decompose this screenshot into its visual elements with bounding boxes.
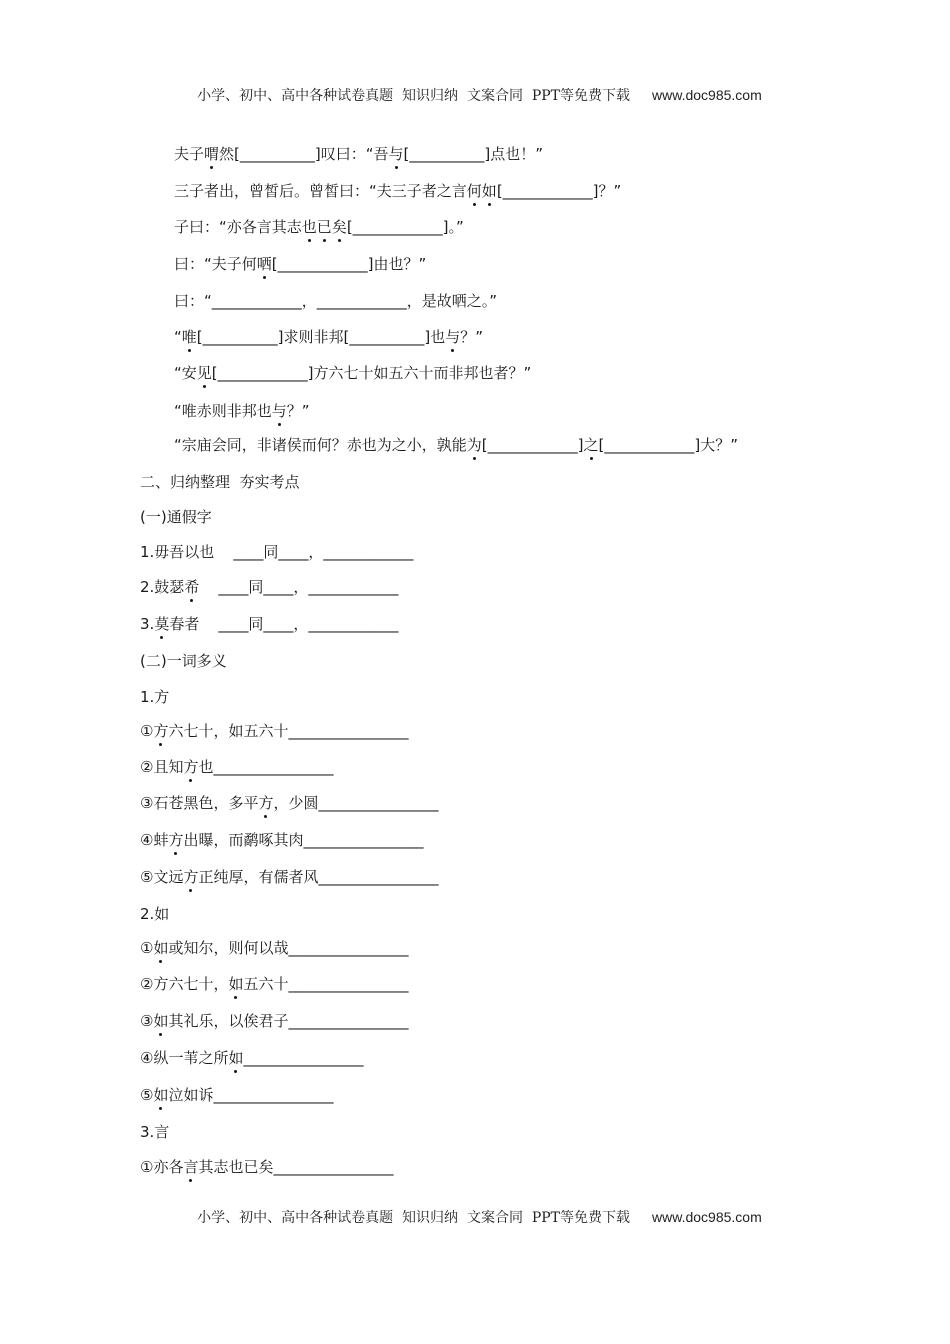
text-run: ④纵一苇之所 <box>140 1049 229 1067</box>
emphasized-char: 与 <box>445 328 461 346</box>
text-run: 2.如 <box>140 905 170 923</box>
text-run: [____________]由也？” <box>271 255 427 273</box>
emphasized-char: 莫 <box>154 615 170 633</box>
emphasized-char: 方 <box>183 868 199 886</box>
emphasized-char: 如 <box>228 1049 244 1067</box>
page-header <box>0 69 950 105</box>
text-run: (二)一词多义 <box>140 652 227 670</box>
text-run: [__________]点也！” <box>403 145 544 163</box>
text-run: [____________]大？” <box>598 436 739 454</box>
text-run: ③石苍黑色，多平 <box>140 794 259 812</box>
emphasized-char: 见 <box>196 364 212 382</box>
text-run: ① <box>140 722 154 740</box>
text-run: 曰：“夫子何 <box>174 255 257 273</box>
text-run: 出曝，而鹬啄其肉________________ <box>183 831 424 849</box>
text-line <box>140 829 423 851</box>
text-line <box>174 434 738 456</box>
text-line <box>140 937 408 959</box>
text-line <box>140 650 227 672</box>
text-line <box>140 1121 169 1143</box>
text-run: 夫子 <box>174 145 205 163</box>
text-run: 1.方 <box>140 688 170 706</box>
text-run: “ <box>174 328 182 346</box>
text-run: [__________]求则非邦[__________]也 <box>196 328 446 346</box>
emphasized-char: 与 <box>271 402 287 420</box>
emphasized-char: 与 <box>388 145 404 163</box>
text-run: 五六十________________ <box>243 975 409 993</box>
text-line <box>174 290 497 312</box>
emphasized-char: 之 <box>583 436 599 454</box>
text-run: ，少圆________________ <box>273 794 439 812</box>
text-run: ________________ <box>243 1049 364 1067</box>
text-run: 1.毋吾以也 ____同____，____________ <box>140 543 414 561</box>
text-line <box>140 471 300 493</box>
text-line <box>174 326 483 348</box>
text-line <box>140 720 408 742</box>
text-run: 三子者出，曾皙后。曾皙曰：“夫三子者之言 <box>174 182 467 200</box>
text-run: 曰：“____________，____________，是故哂之。” <box>174 292 498 310</box>
emphasized-char: 如 <box>228 975 244 993</box>
emphasized-char: 也 <box>301 218 317 236</box>
emphasized-char: 如 <box>153 1086 169 1104</box>
text-run: [____________]。” <box>346 218 464 236</box>
text-run: “安 <box>174 364 197 382</box>
text-run: ①亦各 <box>140 1158 184 1176</box>
text-run: “宗庙会同，非诸侯而何？赤也为之小，孰能 <box>174 436 467 454</box>
text-run: ②方六七十， <box>140 975 229 993</box>
emphasized-char: 哂 <box>256 255 272 273</box>
text-run: [____________]？” <box>496 182 622 200</box>
text-run: (一)通假字 <box>140 508 212 526</box>
header-site: www.doc985.com <box>652 87 762 103</box>
text-run: ？” <box>460 328 484 346</box>
text-run: 其志也已矣________________ <box>198 1158 394 1176</box>
text-line <box>174 362 531 384</box>
text-run: 3.言 <box>140 1123 170 1141</box>
text-line <box>140 506 212 528</box>
text-run: 春者 ____同____，____________ <box>169 615 399 633</box>
text-run: 泣如诉________________ <box>168 1086 334 1104</box>
text-line <box>174 253 426 275</box>
text-run: 二、归纳整理 夯实考点 <box>140 473 300 491</box>
text-line <box>174 180 621 202</box>
text-run: ②且知 <box>140 758 184 776</box>
footer-site: www.doc985.com <box>652 1209 762 1225</box>
text-run: 或知尔，则何以哉________________ <box>168 939 409 957</box>
text-run: 然[__________]叹曰：“吾 <box>219 145 389 163</box>
page-footer <box>0 1191 950 1227</box>
emphasized-char: 喟 <box>204 145 220 163</box>
emphasized-char: 唯 <box>181 328 197 346</box>
text-run: ① <box>140 939 154 957</box>
emphasized-char: 如 <box>153 1012 169 1030</box>
text-line <box>140 1156 393 1178</box>
text-line <box>174 216 464 238</box>
emphasized-char: 为 <box>466 436 482 454</box>
text-line <box>140 1084 333 1106</box>
text-run: 子曰：“亦各言其志 <box>174 218 302 236</box>
text-line <box>140 541 413 563</box>
text-run: [____________]方六七十如五六十而非邦也者？” <box>211 364 532 382</box>
text-line <box>140 866 438 888</box>
text-line <box>140 613 398 635</box>
emphasized-char: 方 <box>183 758 199 776</box>
text-run: ⑤文远 <box>140 868 184 886</box>
text-run: ⑤ <box>140 1086 154 1104</box>
emphasized-char: 已 <box>316 218 332 236</box>
text-line <box>140 1047 363 1069</box>
header-title: 小学、初中、高中各种试卷真题 知识归纳 文案合同 PPT等免费下载 <box>197 88 631 104</box>
text-run: 3. <box>140 615 155 633</box>
emphasized-char: 何 <box>466 182 482 200</box>
emphasized-char: 如 <box>481 182 497 200</box>
footer-title: 小学、初中、高中各种试卷真题 知识归纳 文案合同 PPT等免费下载 <box>197 1210 631 1226</box>
text-line <box>174 143 543 165</box>
text-run: 也________________ <box>198 758 334 776</box>
text-run: [____________] <box>481 436 584 454</box>
text-run: 2.鼓瑟 <box>140 578 185 596</box>
text-line <box>140 903 169 925</box>
emphasized-char: 方 <box>258 794 274 812</box>
text-line <box>140 973 408 995</box>
emphasized-char: 方 <box>153 722 169 740</box>
emphasized-char: 希 <box>184 578 200 596</box>
text-line <box>140 686 169 708</box>
text-run: 正纯厚，有儒者风________________ <box>198 868 439 886</box>
text-line <box>174 400 310 422</box>
text-line <box>140 1010 408 1032</box>
text-line <box>140 756 333 778</box>
text-line <box>140 792 438 814</box>
emphasized-char: 矣 <box>331 218 347 236</box>
text-run: “唯赤则非邦也 <box>174 402 272 420</box>
text-run: 六七十，如五六十________________ <box>168 722 409 740</box>
text-run: ④蚌 <box>140 831 169 849</box>
text-run: ③ <box>140 1012 154 1030</box>
text-run: ？” <box>286 402 310 420</box>
text-line <box>140 576 398 598</box>
emphasized-char: 方 <box>168 831 184 849</box>
emphasized-char: 如 <box>153 939 169 957</box>
emphasized-char: 言 <box>183 1158 199 1176</box>
text-run: ____同____，____________ <box>199 578 399 596</box>
text-run: 其礼乐，以俟君子________________ <box>168 1012 409 1030</box>
